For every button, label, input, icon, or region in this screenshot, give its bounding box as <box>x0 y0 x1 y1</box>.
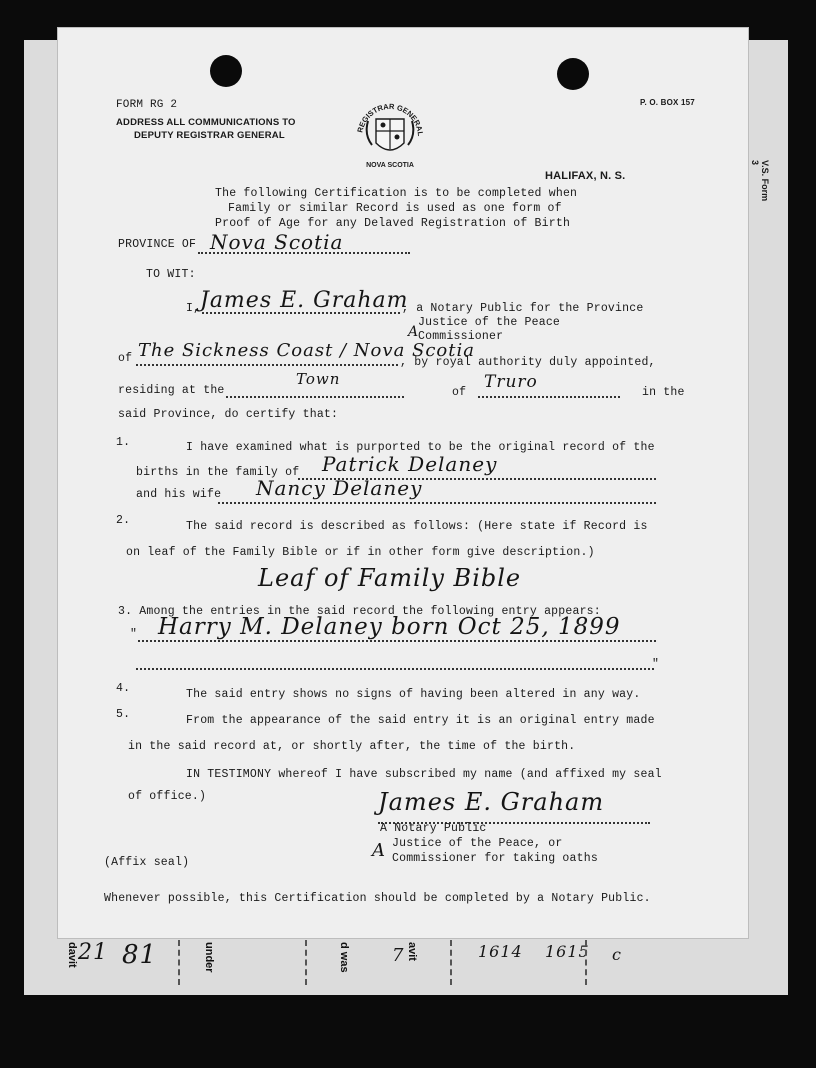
punch-hole <box>557 58 589 90</box>
item-5-line-1: From the appearance of the said entry it is an original entry made <box>186 714 655 727</box>
address-line-1: ADDRESS ALL COMMUNICATIONS TO <box>116 117 296 128</box>
item-2-number: 2. <box>116 514 131 527</box>
strip-cell-label: under <box>203 942 215 973</box>
strip-divider <box>305 940 307 985</box>
intro-line-3: Proof of Age for any Delaved Registration of Birth <box>215 217 571 230</box>
wife-prefix: and his wife <box>136 488 222 501</box>
of-prefix: of <box>118 352 133 365</box>
province-value: Nova Scotia <box>210 230 344 254</box>
record-description: Leaf of Family Bible <box>258 564 522 592</box>
births-prefix: births in the family of <box>136 466 300 479</box>
notary-role-3: Commissioner <box>418 330 504 343</box>
residing-place2: Truro <box>484 372 538 392</box>
of-field-line <box>136 364 398 366</box>
item-3-line: 3. Among the entries in the said record the following entry appears: <box>118 605 601 618</box>
signature-role-mark: A <box>372 840 386 861</box>
registrar-seal-logo <box>354 97 426 177</box>
residing-place1-line <box>226 396 404 398</box>
item-4-number: 4. <box>116 682 131 695</box>
item-2-line-1: The said record is described as follows: (Here state if Record is <box>186 520 648 533</box>
residing-suffix: in the <box>642 386 685 399</box>
strip-cell-label: avit <box>406 942 418 961</box>
notary-signature: James E. Graham <box>378 788 605 816</box>
strip-divider <box>178 940 180 985</box>
intro-line-1: The following Certification is to be completed when <box>215 187 578 200</box>
side-form-label: V.S. Form 3 <box>750 160 770 202</box>
residing-place2-line <box>478 396 620 398</box>
strip-cell-label: d was <box>338 942 350 973</box>
father-name: Patrick Delaney <box>322 452 498 476</box>
punch-hole <box>210 55 242 87</box>
intro-line-2: Family or similar Record is used as one form of <box>228 202 562 215</box>
item-2-line-2: on leaf of the Family Bible or if in other form give description.) <box>126 546 595 559</box>
signature-role-1: A Notary Public <box>380 822 487 835</box>
strip-mark: 7 <box>392 945 405 966</box>
birth-entry: Harry M. Delaney born Oct 25, 1899 <box>158 614 621 640</box>
strip-mark: 1614 <box>478 942 523 961</box>
strip-mark: c <box>612 945 622 964</box>
entry-field-line-2 <box>136 668 654 670</box>
entry-close-quote: " <box>652 658 660 671</box>
affix-seal-note: (Affix seal) <box>104 856 190 869</box>
seal-top-text: REGISTRAR GENERAL <box>355 101 426 137</box>
residing-place1: Town <box>296 370 341 388</box>
signature-role-2: Justice of the Peace, or <box>392 837 563 850</box>
strip-mark: 21 <box>78 940 108 965</box>
city: HALIFAX, N. S. <box>545 170 626 182</box>
certify-line: said Province, do certify that: <box>118 408 339 421</box>
residing-prefix: residing at the <box>118 384 225 397</box>
of-value: The Sickness Coast / Nova Scotia <box>138 340 475 361</box>
province-label: PROVINCE OF <box>118 238 197 251</box>
seal-bottom-text: NOVA SCOTIA <box>366 162 414 169</box>
notary-name: James E. Graham <box>200 288 409 313</box>
item-1-number: 1. <box>116 436 131 449</box>
mother-name: Nancy Delaney <box>256 476 423 500</box>
footer-note: Whenever possible, this Certification should be completed by a Notary Public. <box>104 892 651 905</box>
item-5-number: 5. <box>116 708 131 721</box>
po-box: P. O. BOX 157 <box>640 98 695 107</box>
to-wit: TO WIT: <box>146 268 196 281</box>
testimony-line-1: IN TESTIMONY whereof I have subscribed my name (and affixed my seal <box>186 768 662 781</box>
strip-cell-label: davit <box>66 942 78 968</box>
notary-role-1: , a Notary Public for the Province <box>402 302 644 315</box>
of-suffix: , by royal authority duly appointed, <box>400 356 656 369</box>
mother-field-line <box>218 502 656 504</box>
entry-field-line-1 <box>138 640 656 642</box>
testimony-line-2: of office.) <box>128 790 207 803</box>
residing-of: of <box>452 386 467 399</box>
strip-divider <box>585 940 587 985</box>
notary-role-mark: A <box>408 324 420 340</box>
item-5-line-2: in the said record at, or shortly after, the time of the birth. <box>128 740 576 753</box>
item-1-text: I have examined what is purported to be the original record of the <box>186 441 655 454</box>
strip-mark: 81 <box>122 940 158 970</box>
address-line-2: DEPUTY REGISTRAR GENERAL <box>134 130 285 141</box>
notary-role-2: Justice of the Peace <box>418 316 561 329</box>
signature-role-3: Commissioner for taking oaths <box>392 852 598 865</box>
strip-divider <box>450 940 452 985</box>
strip-mark: 1615 <box>545 942 590 961</box>
notary-prefix: I, <box>186 302 201 315</box>
form-id: FORM RG 2 <box>116 99 178 111</box>
entry-open-quote: " <box>130 628 138 641</box>
item-4-text: The said entry shows no signs of having been altered in any way. <box>186 688 641 701</box>
